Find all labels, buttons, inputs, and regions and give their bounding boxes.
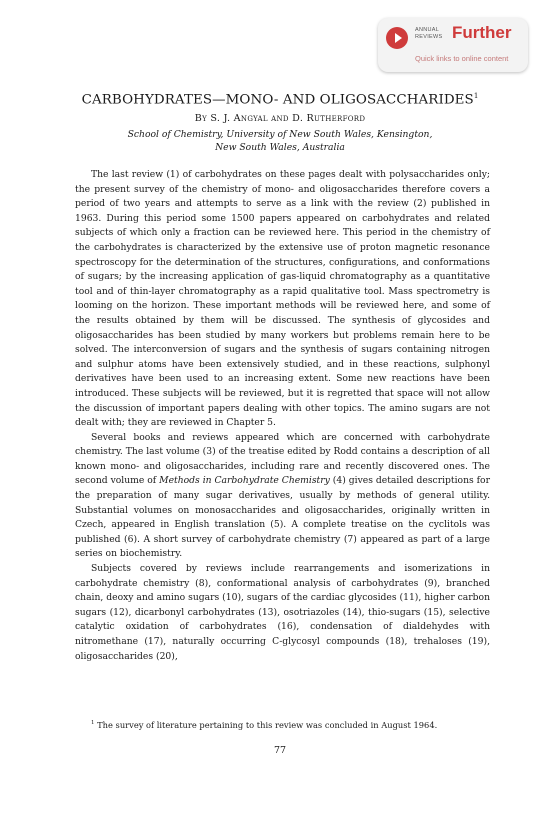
banner-subtitle: Quick links to online content (415, 54, 509, 63)
author-affiliation: School of Chemistry, University of New South Wales, Kensington, New South Wales, Australia (127, 129, 433, 153)
play-icon (386, 27, 408, 49)
body-paragraph: Subjects covered by reviews include rearrangements and isomerizations in carbohydrate chemistry (8), conformational analysis of carbohydrates (9), branched chain, deoxy and amino sugars (10), sugars of the cardiac glycosides (11), higher carbon sugars (12), dicarbonyl carbohydrates (13), osotriazoles (14), thio-sugars (15), selective catalytic oxidation of carbohydrates (16), condensation of dialdehydes with nitromethane (17), naturally occurring C-glycosyl compounds (18), trehaloses (19), oligosaccharides (20), (75, 563, 490, 662)
article-title: CARBOHYDRATES—MONO- AND OLIGOSACCHARIDES$^1$ (81, 92, 479, 108)
further-label: Further (452, 23, 512, 42)
body-paragraph: The last review (1) of carbohydrates on these pages dealt with polysaccharides only; the present survey of the chemistry of mono- and oligosaccharides therefore covers a period of two years and attempts to serve as a link with the review (2) published in 1963. During this period some 1500 papers appeared on carbohydrates and related subjects of which only a fraction can be reviewed here. This period in the chemistry of the carbohydrates is characterized by the extensive use of proton magnetic resonance spectroscopy for the determination of the structures, configurations, and conformations of sugars; by the increasing application of gas-liquid chromatography as a quantitative tool and of thin-layer chromatography as a rapid qualitative tool. Mass spectrometry is looming on the horizon. These important methods will be reviewed here, and some of the results obtained by them will be discussed. The synthesis of glycosides and oligosaccharides has been studied by many workers but problems remain here to be solved. The interconversion of sugars and the synthesis of sugars containing nitrogen and sulphur atoms have been extensively studied, and in these reactions, sulphonyl derivatives have been used to an increasing extent. Some new reactions have been introduced. These subjects will be reviewed, but it is regretted that space will not allow the discussion of important papers dealing with other topics. The amino sugars are not dealt with; they are reviewed in Chapter 5. (75, 169, 490, 429)
page-number: 77 (273, 745, 287, 756)
further-banner[interactable] (378, 18, 528, 72)
article-body (75, 168, 490, 664)
article-authors: By S. J. Angyal and D. Rutherford (194, 113, 366, 124)
title-footnote-marker: 1 (473, 92, 479, 100)
body-paragraph: Several books and reviews appeared which are concerned with carbohydrate chemistry. The last volume (3) of the treatise edited by Rodd contains a description of all known mono- and oligosaccharides, including rare and recently discovered ones. The second volume of Methods in Carbohydrate Chemistry (4) gives detailed descriptions for the preparation of many sugar derivatives, usually by methods of general utility. Substantial volumes on monosaccharides and oligosaccharides, originally written in Czech, appeared in English translation (5). A complete treatise on the cyclitols was published (6). A short survey of carbohydrate chemistry (7) appeared as part of a large series on biochemistry. (75, 431, 490, 560)
annual-reviews-logo: ANNUAL REVIEWS (415, 27, 443, 40)
footnote: $^1$ The survey of literature pertaining to this review was concluded in August 1964. (91, 720, 438, 730)
journal-title: Methods in Carbohydrate Chemistry (159, 475, 330, 487)
